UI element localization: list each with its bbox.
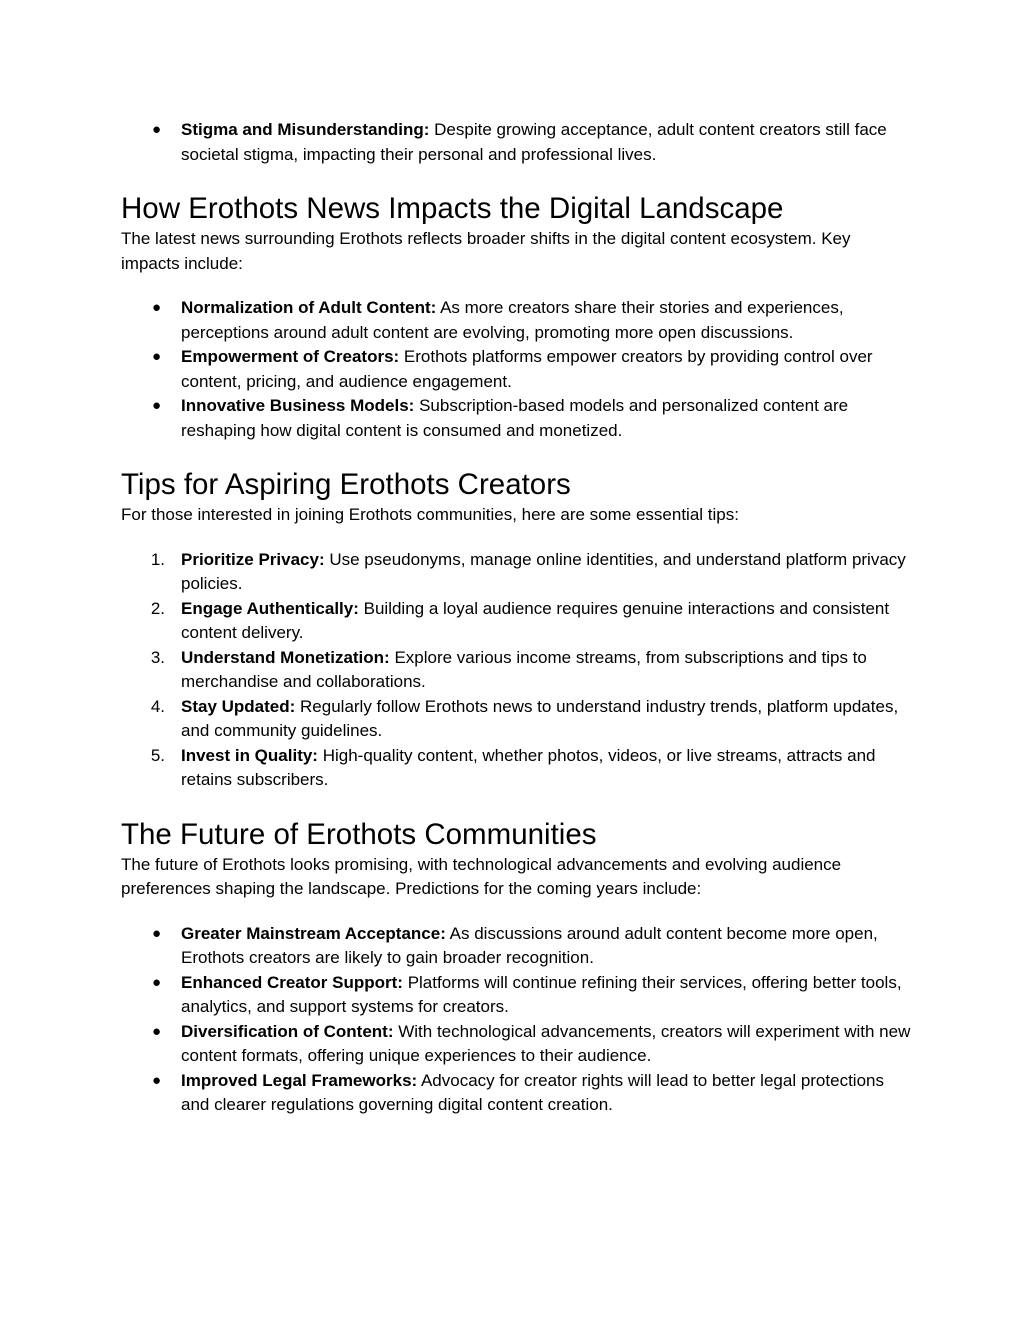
list-item xyxy=(121,646,911,695)
impacts-bullet-list xyxy=(121,296,911,443)
document-page xyxy=(121,118,911,1118)
list-item-text: Despite growing acceptance, adult content creators still face societal stigma, impacting their personal and professional lives. xyxy=(181,120,887,164)
section-paragraph: For those interested in joining Erothots communities, here are some essential tips: xyxy=(121,505,739,524)
bullet-marker: ● xyxy=(152,973,162,991)
section-paragraph: The future of Erothots looks promising, with technological advancements and evolving audience preferences shaping the landscape. Predictions for the coming years include: xyxy=(121,854,842,898)
section-heading-digital-landscape: How Erothots News Impacts the Digital Landscape xyxy=(121,192,784,225)
number-marker: 4. xyxy=(150,696,165,716)
list-item xyxy=(121,695,911,744)
section-heading-tips: Tips for Aspiring Erothots Creators xyxy=(121,468,571,501)
list-item-term: Stay Updated: xyxy=(181,696,296,716)
bullet-marker: ● xyxy=(152,348,162,365)
predictions-bullet-list xyxy=(121,922,911,1118)
list-item-term: Invest in Quality: xyxy=(181,745,318,765)
list-item-text: Regularly follow Erothots news to understand industry trends, platform updates, and community guidelines. xyxy=(181,696,899,740)
list-item xyxy=(121,971,911,1020)
section-heading-future: The Future of Erothots Communities xyxy=(121,817,597,851)
number-marker: 5. xyxy=(150,745,165,765)
tips-numbered-list xyxy=(121,548,911,793)
list-item-term: Diversification of Content: xyxy=(181,1021,394,1041)
list-item-text: High-quality content, whether photos, videos, or live streams, attracts and retains subscribers. xyxy=(181,745,876,789)
list-item-text: Erothots platforms empower creators by providing control over content, pricing, and audience engagement. xyxy=(181,347,873,391)
bullet-marker: ● xyxy=(152,1071,162,1089)
list-item-text: Advocacy for creator rights will lead to better legal protections and clearer regulations governing digital content creation. xyxy=(181,1070,884,1114)
list-item-text: As more creators share their stories and experiences, perceptions around adult content are evolving, promoting more open discussions. xyxy=(181,298,844,342)
list-item-text: Building a loyal audience requires genuine interactions and consistent content delivery. xyxy=(181,598,890,642)
bullet-marker: ● xyxy=(152,397,162,414)
list-item-term: Understand Monetization: xyxy=(181,647,390,667)
number-marker: 2. xyxy=(150,598,165,618)
number-marker: 3. xyxy=(150,647,165,667)
list-item-text: With technological advancements, creators will experiment with new content formats, offering unique experiences to their audience. xyxy=(181,1021,911,1065)
bullet-marker: ● xyxy=(152,299,162,316)
bullet-marker: ● xyxy=(152,924,162,942)
list-item xyxy=(121,345,911,394)
bullet-marker: ● xyxy=(152,121,162,138)
list-item xyxy=(121,744,911,793)
list-item xyxy=(121,1069,911,1118)
list-item xyxy=(121,597,911,646)
list-item xyxy=(121,118,911,167)
list-item-term: Empowerment of Creators: xyxy=(181,347,400,366)
list-item-text: Subscription-based models and personalized content are reshaping how digital content is consumed and monetized. xyxy=(181,396,849,440)
list-item-text: As discussions around adult content become more open, Erothots creators are likely to gain broader recognition. xyxy=(181,923,878,967)
list-item-term: Enhanced Creator Support: xyxy=(181,972,403,992)
list-item-term: Stigma and Misunderstanding: xyxy=(181,120,430,139)
list-item-term: Greater Mainstream Acceptance: xyxy=(181,923,446,943)
list-item xyxy=(121,548,911,597)
list-item-term: Engage Authentically: xyxy=(181,598,359,618)
list-item-term: Prioritize Privacy: xyxy=(181,549,325,569)
list-item-text: Use pseudonyms, manage online identities, and understand platform privacy policies. xyxy=(181,549,906,593)
intro-bullet-list xyxy=(121,118,911,167)
list-item xyxy=(121,1020,911,1069)
section-paragraph: The latest news surrounding Erothots reflects broader shifts in the digital content ecosystem. Key impacts include: xyxy=(121,229,851,273)
bullet-marker: ● xyxy=(152,1022,162,1040)
list-item xyxy=(121,394,911,443)
list-item-text: Explore various income streams, from subscriptions and tips to merchandise and collaborations. xyxy=(181,647,867,691)
number-marker: 1. xyxy=(150,549,165,569)
list-item-term: Innovative Business Models: xyxy=(181,396,415,415)
list-item-term: Normalization of Adult Content: xyxy=(181,298,437,317)
list-item-text: Platforms will continue refining their services, offering better tools, analytics, and support systems for creators. xyxy=(181,972,902,1016)
list-item xyxy=(121,922,911,971)
list-item-term: Improved Legal Frameworks: xyxy=(181,1070,418,1090)
list-item xyxy=(121,296,911,345)
